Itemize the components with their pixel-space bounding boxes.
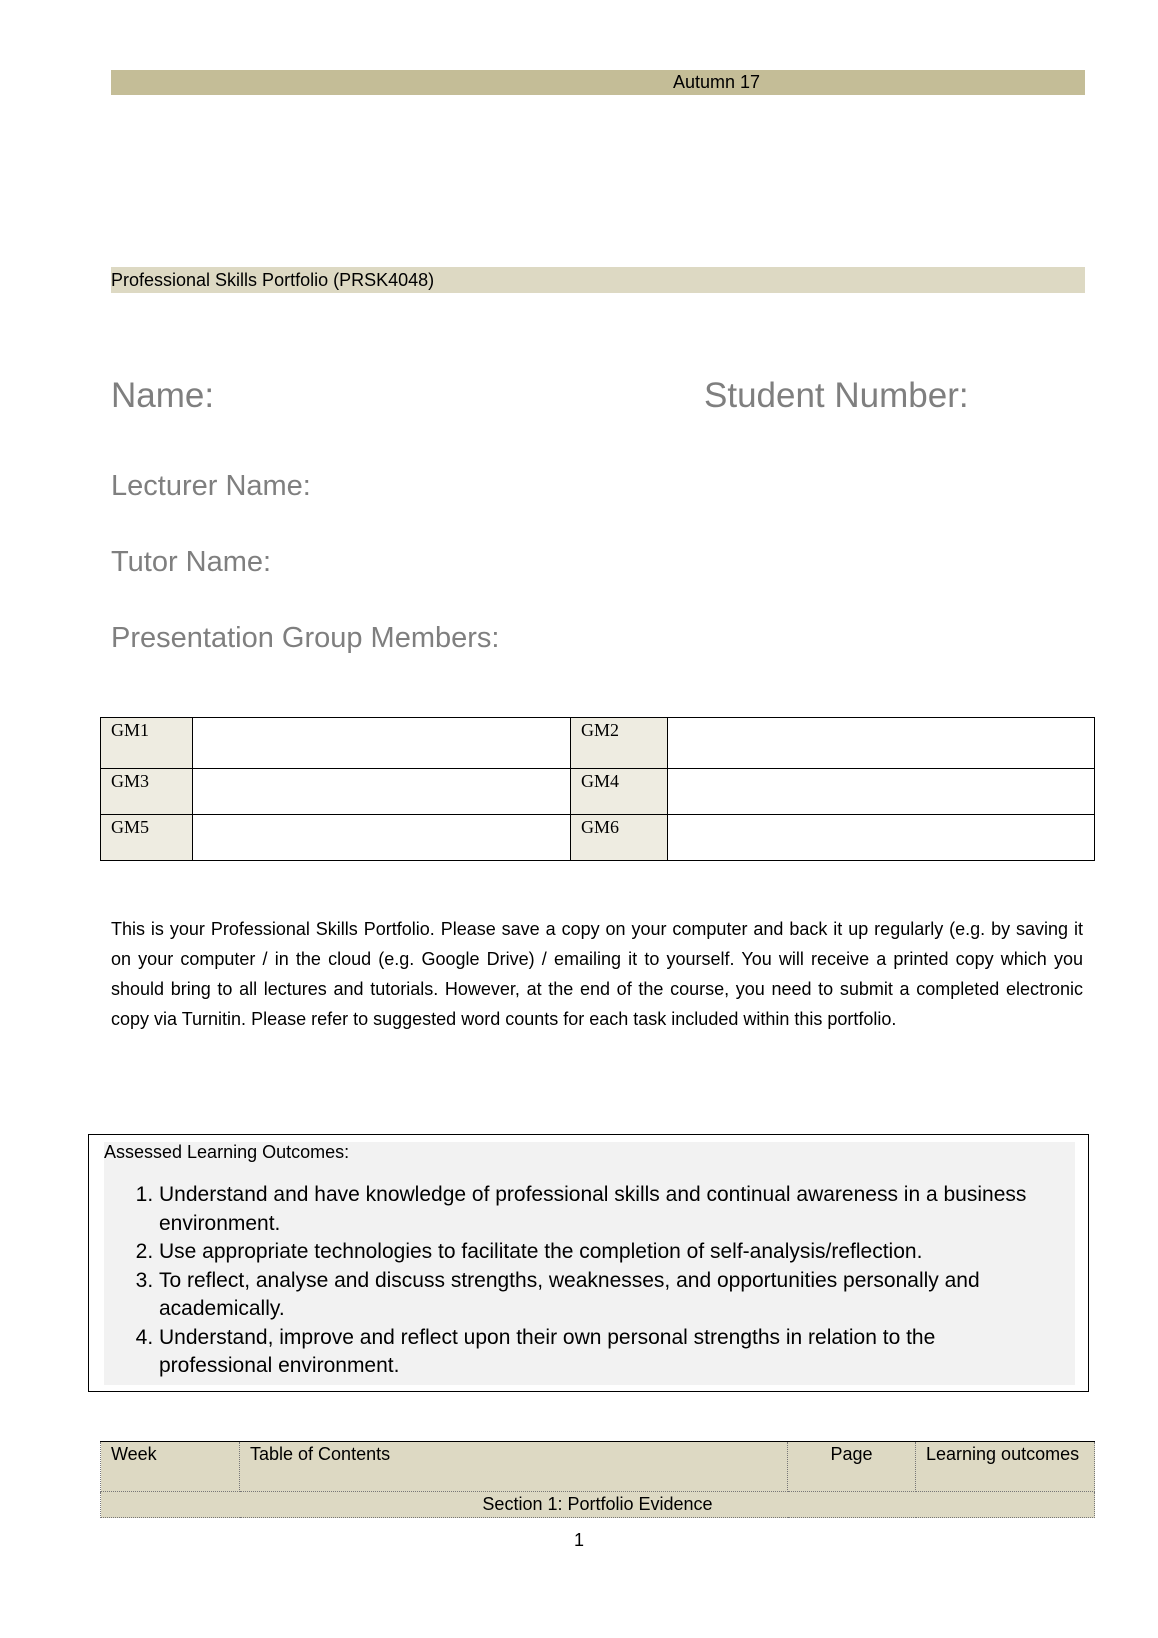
page-number: 1: [573, 1530, 584, 1550]
intro-paragraph: This is your Professional Skills Portfolio. Please save a copy on your computer and back it up regularly (e.g. by saving it on your computer / in the cloud (e.g. Google Drive) / emailing it to yourself. You will receive a printed copy which you should bring to all lectures and tutorials. However, at the end of the course, you need to submit a completed electronic copy via Turnitin. Please refer to suggested word counts for each task included within this portfolio.: [111, 919, 1083, 1029]
term-label: Autumn 17: [673, 72, 761, 92]
tutor-name-label: Tutor Name:: [111, 546, 272, 578]
gm-input[interactable]: [668, 769, 1095, 815]
group-members-label: Presentation Group Members:: [111, 622, 500, 654]
gm-input[interactable]: [668, 718, 1095, 769]
gm-input[interactable]: [668, 815, 1095, 861]
toc-header-outcomes: Learning outcomes: [916, 1442, 1095, 1492]
gm-label: GM6: [571, 815, 668, 861]
outcome-item: 4. Understand, improve and reflect upon their own personal strengths in relation to the professional environment.: [159, 1324, 1039, 1381]
gm-label: GM1: [101, 718, 193, 769]
learning-outcomes-box: [88, 1134, 1089, 1392]
outcome-item: 1. Understand and have knowledge of professional skills and continual awareness in a business environment.: [159, 1181, 1039, 1238]
outcomes-title: Assessed Learning Outcomes:: [104, 1142, 350, 1162]
gm-label: GM3: [101, 769, 193, 815]
lecturer-name-label: Lecturer Name:: [111, 470, 311, 502]
student-number-label: Student Number:: [704, 376, 969, 415]
table-of-contents: [100, 1441, 1095, 1518]
gm-input[interactable]: [193, 718, 571, 769]
toc-header-page: Page: [788, 1442, 916, 1492]
toc-header-week: Week: [101, 1442, 240, 1492]
gm-label: GM2: [571, 718, 668, 769]
gm-input[interactable]: [193, 815, 571, 861]
module-title: Professional Skills Portfolio (PRSK4048): [111, 267, 1085, 293]
gm-label: GM5: [101, 815, 193, 861]
term-banner: [111, 70, 1085, 95]
toc-section-row: Section 1: Portfolio Evidence: [101, 1492, 1095, 1518]
name-label: Name:: [111, 376, 215, 415]
group-members-table: [100, 717, 1095, 861]
toc-header-contents: Table of Contents: [240, 1442, 788, 1492]
outcome-item: 3. To reflect, analyse and discuss strengths, weaknesses, and opportunities personally and academically.: [159, 1267, 1039, 1324]
gm-input[interactable]: [193, 769, 571, 815]
outcome-item: 2. Use appropriate technologies to facilitate the completion of self-analysis/reflection.: [159, 1238, 1039, 1267]
gm-label: GM4: [571, 769, 668, 815]
